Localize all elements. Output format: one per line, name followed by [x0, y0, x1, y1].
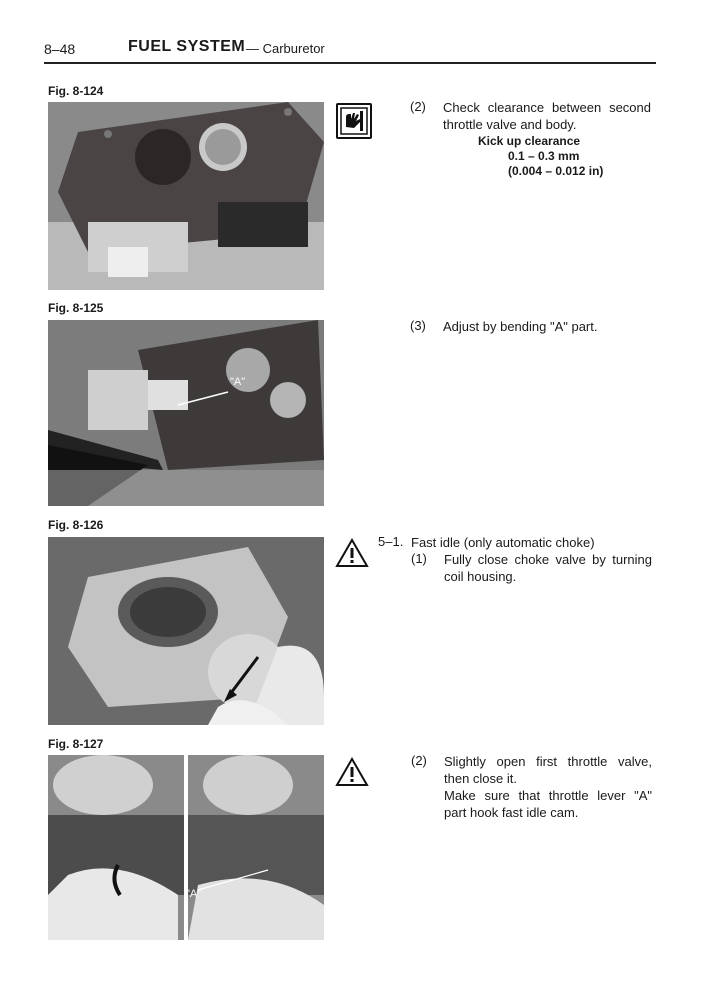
step-text: then close it.	[444, 771, 517, 786]
fig-label-125: Fig. 8-125	[48, 301, 104, 315]
page-number: 8–48	[44, 41, 76, 57]
fig-label-127: Fig. 8-127	[48, 737, 104, 751]
photo-fig-125	[48, 320, 324, 506]
warning-triangle-icon	[335, 757, 369, 787]
spec-value-in: (0.004 – 0.012 in)	[508, 164, 604, 178]
step-heading: Fast idle (only automatic choke)	[411, 535, 595, 550]
step-number: 5–1.	[378, 534, 404, 549]
callout-a: "A"	[186, 888, 202, 900]
step-number: (1)	[411, 551, 427, 566]
step-number: (3)	[410, 318, 426, 333]
header-rule	[44, 62, 656, 64]
fig-label-124: Fig. 8-124	[48, 84, 104, 98]
step-text: Fully close choke valve by turning	[444, 552, 652, 567]
photo-fig-126	[48, 537, 324, 725]
step-number: (2)	[410, 99, 426, 114]
warning-triangle-icon	[335, 538, 369, 568]
step-text: Adjust by bending "A" part.	[443, 319, 598, 334]
spec-value-mm: 0.1 – 0.3 mm	[508, 149, 580, 163]
callout-a: "A"	[230, 376, 246, 388]
step-text: Check clearance between second	[443, 100, 651, 115]
photo-fig-127	[48, 755, 324, 940]
step-text: coil housing.	[444, 569, 517, 584]
photo-fig-124	[48, 102, 324, 290]
step-text: part hook fast idle cam.	[444, 805, 579, 820]
step-text: throttle valve and body.	[443, 117, 577, 132]
step-text: Make sure that throttle lever "A"	[444, 788, 652, 803]
fig-label-126: Fig. 8-126	[48, 518, 104, 532]
spec-title: Kick up clearance	[478, 134, 581, 148]
section-title: FUEL SYSTEM	[128, 38, 246, 55]
step-text: Slightly open first throttle valve,	[444, 754, 652, 769]
section-subtitle: — Carburetor	[246, 41, 325, 56]
hand-gauge-icon	[336, 103, 372, 139]
step-number: (2)	[411, 753, 427, 768]
